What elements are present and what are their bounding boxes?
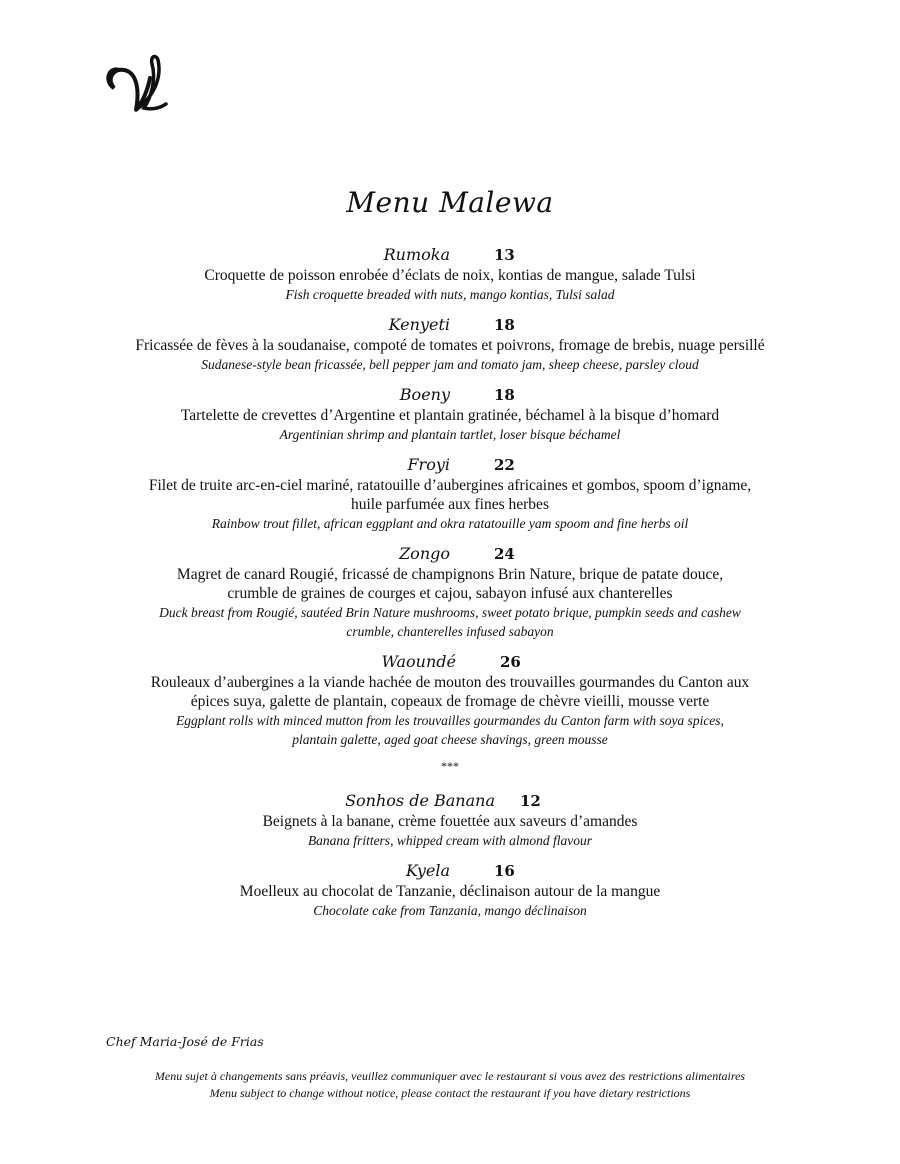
footer-notice-fr: Menu sujet à changements sans préavis, veuillez communiquer avec le restaurant si vous avez des restrictions alimentaires	[154, 1069, 746, 1083]
dish-price: 13	[494, 246, 515, 264]
dish-description-fr: Beignets à la banane, crème fouettée aux saveurs d’amandes	[262, 813, 638, 830]
dish-description-fr: Magret de canard Rougié, fricassé de champignons Brin Nature, brique de patate douce,	[176, 566, 724, 583]
menu-item	[0, 314, 900, 374]
dish-description-fr: Moelleux au chocolat de Tanzanie, déclinaison autour de la mangue	[239, 883, 661, 900]
menu-item	[0, 651, 900, 749]
dish-description-en: Fish croquette breaded with nuts, mango kontias, Tulsi salad	[285, 287, 615, 302]
dish-price: 24	[494, 545, 515, 563]
dish-description-fr: Croquette de poisson enrobée d’éclats de noix, kontias de mangue, salade Tulsi	[204, 267, 696, 284]
menu-list	[0, 244, 900, 930]
chef-signature: Chef Maria-José de Frias	[106, 1034, 264, 1049]
menu-item	[0, 244, 900, 304]
dish-description-en: Eggplant rolls with minced mutton from les trouvailles gourmandes du Canton farm with soya spices,	[176, 713, 724, 728]
dish-description-en: Banana fritters, whipped cream with almond flavour	[307, 833, 593, 848]
dish-description-en: Sudanese-style bean fricassée, bell pepper jam and tomato jam, sheep cheese, parsley cloud	[201, 357, 699, 372]
dish-description-en: Argentinian shrimp and plantain tartlet, loser bisque béchamel	[279, 427, 621, 442]
dish-name: Zongo	[399, 544, 450, 563]
menu-item	[0, 790, 900, 850]
dish-description-fr: épices suya, galette de plantain, copeaux de fromage de chèvre vieilli, mousse verte	[190, 693, 710, 710]
dish-name: Rumoka	[383, 245, 450, 264]
dish-name: Kyela	[405, 861, 450, 880]
dish-price: 12	[520, 792, 541, 810]
menu-item	[0, 860, 900, 920]
dish-description-en: plantain galette, aged goat cheese shavings, green mousse	[292, 732, 608, 747]
dish-price: 16	[494, 862, 515, 880]
dish-description-en: crumble, chanterelles infused sabayon	[346, 624, 554, 639]
dish-name: Kenyeti	[388, 315, 450, 334]
dish-description-en: Duck breast from Rougié, sautéed Brin Nature mushrooms, sweet potato brique, pumpkin seeds and cashew	[159, 605, 741, 620]
footer-notice	[0, 1068, 900, 1102]
dish-description-fr: crumble de graines de courges et cajou, sabayon infusé aux chanterelles	[227, 585, 673, 602]
dish-description-fr: Tartelette de crevettes d’Argentine et plantain gratinée, béchamel à la bisque d’homard	[180, 407, 720, 424]
dish-name: Froyi	[407, 455, 450, 474]
menu-item	[0, 543, 900, 641]
dish-description-fr: huile parfumée aux fines herbes	[351, 496, 549, 513]
dish-name: Sonhos de Banana	[345, 791, 495, 810]
dish-description-fr: Fricassée de fèves à la soudanaise, compoté de tomates et poivrons, fromage de brebis, nuage persillé	[135, 337, 765, 354]
dish-description-fr: Filet de truite arc-en-ciel mariné, ratatouille d’aubergines africaines et gombos, spoom d’igname,	[148, 477, 752, 494]
dish-price: 26	[500, 653, 521, 671]
footer-notice-en: Menu subject to change without notice, please contact the restaurant if you have dietary restrictions	[209, 1086, 691, 1100]
dish-price: 18	[494, 386, 515, 404]
section-separator: ***	[441, 759, 459, 773]
dish-price: 18	[494, 316, 515, 334]
dish-name: Waoundé	[381, 652, 456, 671]
dish-description-fr: Rouleaux d’aubergines a la viande hachée de mouton des trouvailles gourmandes du Canton aux	[150, 674, 750, 691]
menu-item	[0, 384, 900, 444]
dish-description-en: Chocolate cake from Tanzania, mango déclinaison	[313, 903, 587, 918]
dish-description-en: Rainbow trout fillet, african eggplant and okra ratatouille yam spoom and fine herbs oil	[211, 516, 689, 531]
monogram-logo-icon	[100, 48, 180, 118]
dish-price: 22	[494, 456, 515, 474]
menu-title: Menu Malewa	[346, 186, 554, 219]
menu-item	[0, 454, 900, 533]
dish-name: Boeny	[399, 385, 450, 404]
